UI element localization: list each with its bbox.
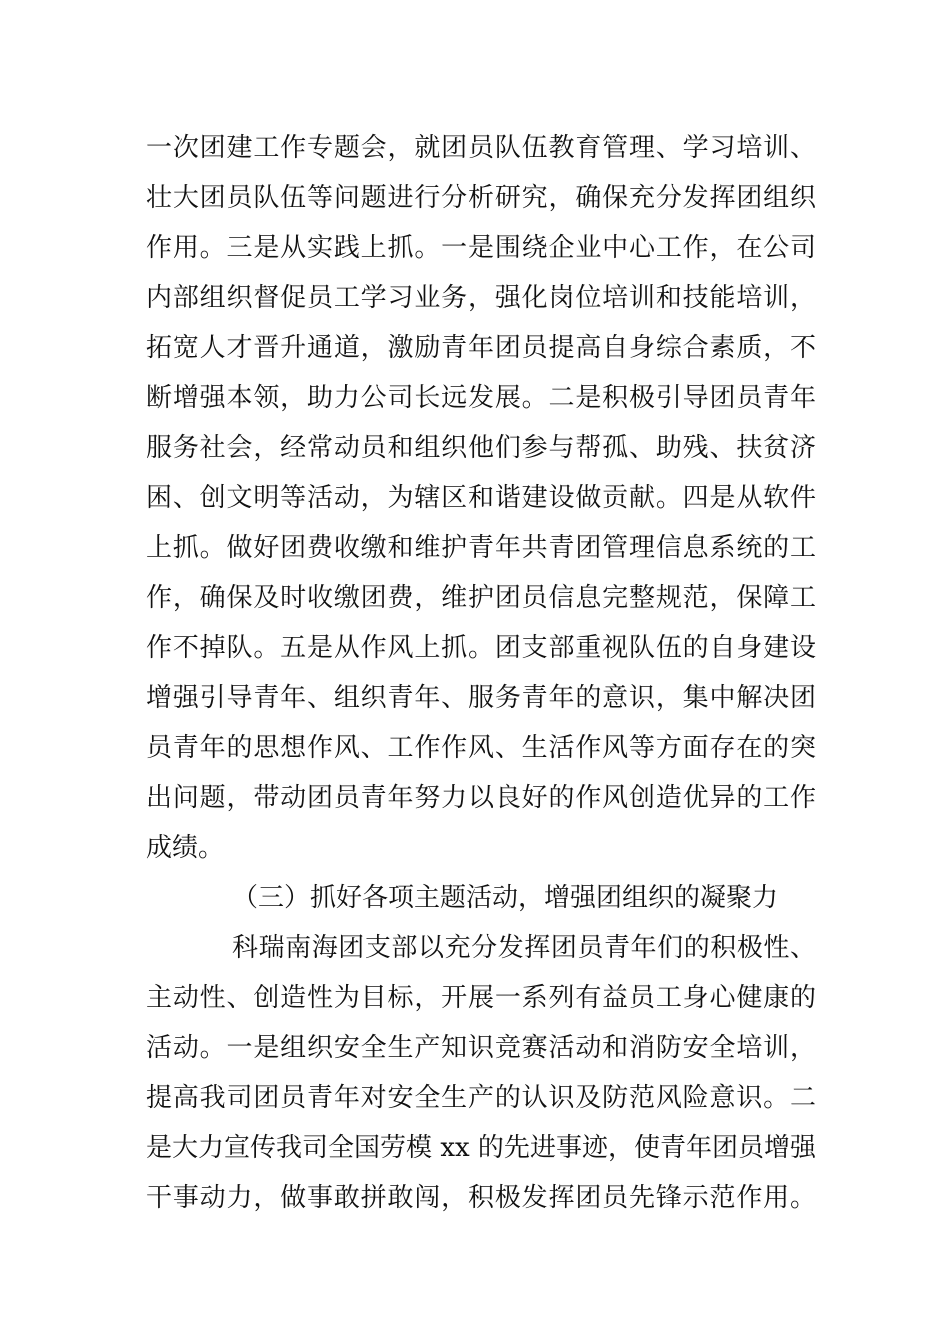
text-line: 是大力宣传我司全国劳模 xx 的先进事迹，使青年团员增强 xyxy=(146,1133,816,1163)
text-line: 内部组织督促员工学习业务，强化岗位培训和技能培训， xyxy=(146,283,816,313)
text-line: 出问题，带动团员青年努力以良好的作风创造优异的工作 xyxy=(146,783,816,813)
text-line: 主动性、创造性为目标，开展一系列有益员工身心健康的 xyxy=(146,983,816,1013)
text-line: 提高我司团员青年对安全生产的认识及防范风险意识。二 xyxy=(146,1083,816,1113)
section-heading: （三）抓好各项主题活动，增强团组织的凝聚力 xyxy=(232,883,779,913)
text-line: 壮大团员队伍等问题进行分析研究，确保充分发挥团组织 xyxy=(146,183,816,213)
text-line: 作，确保及时收缴团费，维护团员信息完整规范，保障工 xyxy=(146,583,816,613)
text-line: 上抓。做好团费收缴和维护青年共青团管理信息系统的工 xyxy=(146,533,816,563)
text-line: 作不掉队。五是从作风上抓。团支部重视队伍的自身建设 xyxy=(146,633,816,663)
text-line: 困、创文明等活动，为辖区和谐建设做贡献。四是从软件 xyxy=(146,483,816,513)
text-line: 科瑞南海团支部以充分发挥团员青年们的积极性、 xyxy=(232,933,816,963)
text-line: 一次团建工作专题会，就团员队伍教育管理、学习培训、 xyxy=(146,133,816,163)
text-line: 服务社会，经常动员和组织他们参与帮孤、助残、扶贫济 xyxy=(146,433,816,463)
text-line: 干事动力，做事敢拼敢闯，积极发挥团员先锋示范作用。 xyxy=(146,1183,816,1213)
text-line: 成绩。 xyxy=(146,833,225,863)
text-line: 作用。三是从实践上抓。一是围绕企业中心工作，在公司 xyxy=(146,233,816,263)
text-line: 员青年的思想作风、工作作风、生活作风等方面存在的突 xyxy=(146,733,816,763)
text-line: 增强引导青年、组织青年、服务青年的意识，集中解决团 xyxy=(146,683,816,713)
text-line: 活动。一是组织安全生产知识竞赛活动和消防安全培训， xyxy=(146,1033,816,1063)
text-line: 断增强本领，助力公司长远发展。二是积极引导团员青年 xyxy=(146,383,816,413)
text-line: 拓宽人才晋升通道，激励青年团员提高自身综合素质，不 xyxy=(146,333,816,363)
